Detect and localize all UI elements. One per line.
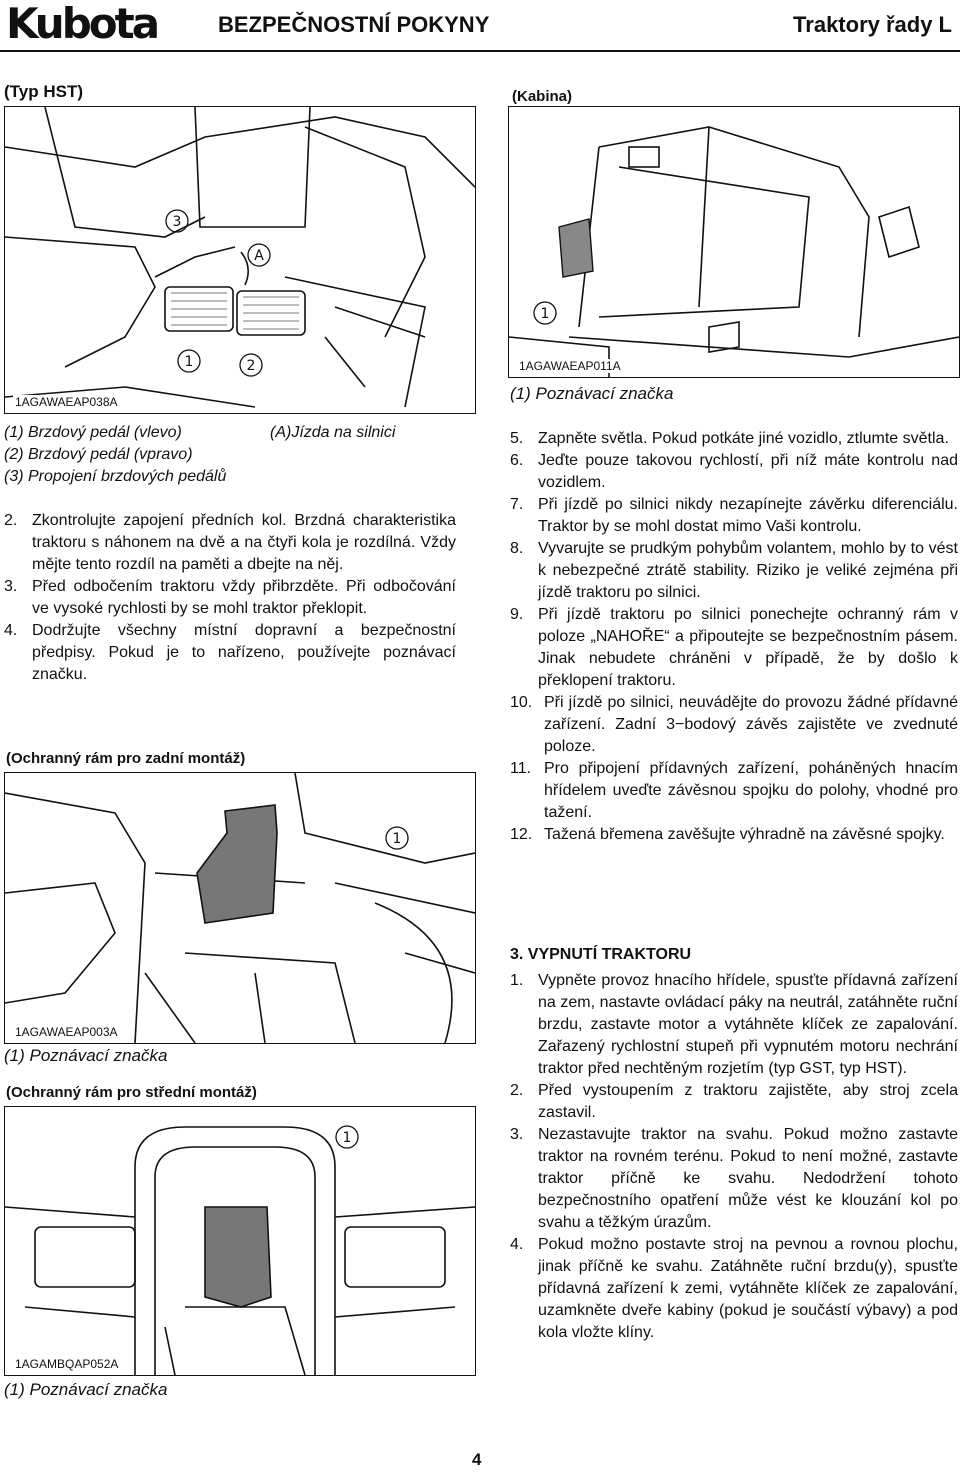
list-item: [510, 604, 958, 692]
list-item: [4, 510, 456, 576]
box1-title: (Typ HST): [4, 82, 84, 101]
cab-caption: (1) Poznávací značka: [510, 384, 674, 403]
item-number: 4.: [4, 622, 18, 639]
item-text: Před odbočením traktoru vždy přibrzděte. Při odbočování ve vysoké rychlosti by se mohl traktor překlopit.: [32, 578, 456, 617]
page-header: [0, 0, 960, 52]
legend-item-A: (A)Jízda na silnici: [270, 424, 396, 441]
list-item: [510, 1080, 958, 1124]
item-text: Pokud možno postavte stroj na pevnou a rovnou plochu, jinak příčně ke svahu. Zatáhněte ruční brzdu(y), spusťte přídavná zařízení k zemi, vytáhněte klíček ze zapalování, uzamkněte dveře kabiny (pokud je součástí výbavy) a pod kola vložte klíny.: [538, 1236, 958, 1341]
list-item: [510, 824, 958, 846]
box3-title: (Ochranný rám pro střední montáž): [6, 1084, 257, 1101]
item-number: 11.: [510, 760, 532, 777]
left-instructions: [4, 510, 456, 686]
item-text: Pro připojení přídavných zařízení, poháněných hnacím hřídelem uveďte závěsnou spojku do polohy, vhodné pro tažení.: [544, 760, 958, 821]
list-item: [510, 494, 958, 538]
item-number: 2.: [510, 1082, 524, 1099]
callout-1: 1: [392, 831, 402, 847]
list-item: [510, 1234, 958, 1344]
box2-title: (Ochranný rám pro zadní montáž): [6, 750, 246, 767]
rear-rops-illustration: [5, 773, 475, 1043]
list-item: [510, 450, 958, 494]
figure-mid-rops: [4, 1106, 476, 1376]
figure-code: 1AGAWAEAP003A: [15, 1025, 118, 1039]
page-number: 4: [472, 1450, 482, 1469]
item-text: Při jízdě traktoru po silnici ponechejte ochranný rám v poloze „NAHOŘE“ a připoutejte se bezpečnostním pásem. Jinak nebudete chráněni v případě, že by došlo k překlopení traktoru.: [538, 606, 958, 689]
figure-rear-rops: [4, 772, 476, 1044]
figure-code: 1AGAWAEAP011A: [519, 359, 621, 373]
item-number: 2.: [4, 512, 18, 529]
item-number: 8.: [510, 540, 524, 557]
callout-1: 1: [540, 306, 550, 322]
item-number: 3.: [4, 578, 18, 595]
cab-box-title: (Kabina): [512, 88, 572, 105]
item-number: 9.: [510, 606, 524, 623]
figure-cab: [508, 106, 960, 378]
item-number: 7.: [510, 496, 524, 513]
figure-code: 1AGAWAEAP038A: [15, 395, 118, 409]
list-item: [4, 620, 456, 686]
item-text: Zapněte světla. Pokud potkáte jiné vozidlo, ztlumte světla.: [538, 430, 949, 447]
mid-rops-illustration: [5, 1107, 475, 1375]
item-number: 1.: [510, 972, 524, 989]
list-item: [510, 970, 958, 1080]
header-rule: [0, 50, 960, 52]
item-text: Vyvarujte se prudkým pohybům volantem, mohlo by to vést k nebezpečné ztrátě stability. Riziko je veliké zejména při jízdě traktoru po silnici.: [538, 540, 958, 601]
item-text: Před vystoupením z traktoru zajistěte, aby stroj zcela zastavil.: [538, 1082, 958, 1121]
item-number: 12.: [510, 826, 533, 843]
list-item: [510, 692, 958, 758]
brake-pedals-illustration: [5, 107, 475, 413]
callout-3: 3: [172, 214, 182, 230]
series-title: Traktory řady L: [793, 12, 952, 37]
item-number: 6.: [510, 452, 524, 469]
item-text: Tažená břemena zavěšujte výhradně na závěsné spojky.: [544, 826, 945, 843]
item-number: 5.: [510, 430, 524, 447]
item-text: Při jízdě po silnici, neuváděјte do provozu žádné přídavné zařízení. Zadní 3−bodový závěs zajistěte ve zvednuté poloze.: [544, 694, 958, 755]
cab-illustration: [509, 107, 959, 377]
legend-item-3: (3) Propojení brzdových pedálů: [4, 468, 227, 485]
item-text: Dodržujte všechny místní dopravní a bezpečnostní předpisy. Pokud je to nařízeno, používejte poznávací značku.: [32, 622, 456, 683]
item-text: Při jízdě po silnici nikdy nezapínejte závěrku diferenciálu. Traktor by se mohl dostat mimo Vaši kontrolu.: [538, 496, 958, 535]
list-item: [510, 758, 958, 824]
item-text: Jeďte pouze takovou rychlostí, při níž máte kontrolu nad vozidlem.: [538, 452, 958, 491]
brand-logo: Kubota: [6, 0, 158, 48]
figure-code: 1AGAMBQAP052A: [15, 1357, 119, 1371]
figure1-legend: [4, 422, 474, 488]
item-text: Vypněte provoz hnacího hřídele, spusťte přídavná zařízení na zem, nastavte ovládací páky na neutrál, zatáhněte ruční brzdu, zastavte motor a vytáhněte klíček ze zapalování. Zařazený rychlostní stupeň při vypnutém motoru nechrání traktor před nechtěným rozjetím (typ GST, typ HST).: [538, 972, 958, 1077]
item-number: 10.: [510, 694, 533, 711]
figure2-caption: (1) Poznávací značka: [4, 1046, 168, 1065]
list-item: [510, 1124, 958, 1234]
legend-item-2: (2) Brzdový pedál (vpravo): [4, 446, 193, 463]
list-item: [510, 428, 958, 450]
item-number: 4.: [510, 1236, 524, 1253]
right-instructions: [510, 428, 958, 846]
callout-1: 1: [342, 1130, 352, 1146]
section-title: BEZPEČNOSTNÍ POKYNY: [218, 12, 490, 37]
callout-1: 1: [184, 354, 194, 370]
item-text: Zkontrolujte zapojení předních kol. Brzdná charakteristika traktoru s náhonem na dvě a na čtyři kola je rozdílná. Vždy mějte tento rozdíl na paměti a dbejte na něj.: [32, 512, 456, 573]
legend-item-1: (1) Brzdový pedál (vlevo): [4, 424, 182, 441]
section-heading: 3. VYPNUTÍ TRAKTORU: [510, 946, 692, 963]
list-item: [510, 538, 958, 604]
shutdown-instructions: [510, 970, 958, 1344]
item-text: Nezastavujte traktor na svahu. Pokud možno zastavte traktor na rovném terénu. Pokud to není možné, zastavte traktor příčně ke svahu. Nedodržení tohoto bezpečnostního opatření může vést ke klouzání kol po svahu a těžkým úrazům.: [538, 1126, 958, 1231]
list-item: [4, 576, 456, 620]
callout-2: 2: [246, 358, 256, 374]
item-number: 3.: [510, 1126, 524, 1143]
figure3-caption: (1) Poznávací značka: [4, 1380, 168, 1399]
callout-A: A: [254, 248, 264, 264]
figure-brake-pedals: [4, 106, 476, 414]
